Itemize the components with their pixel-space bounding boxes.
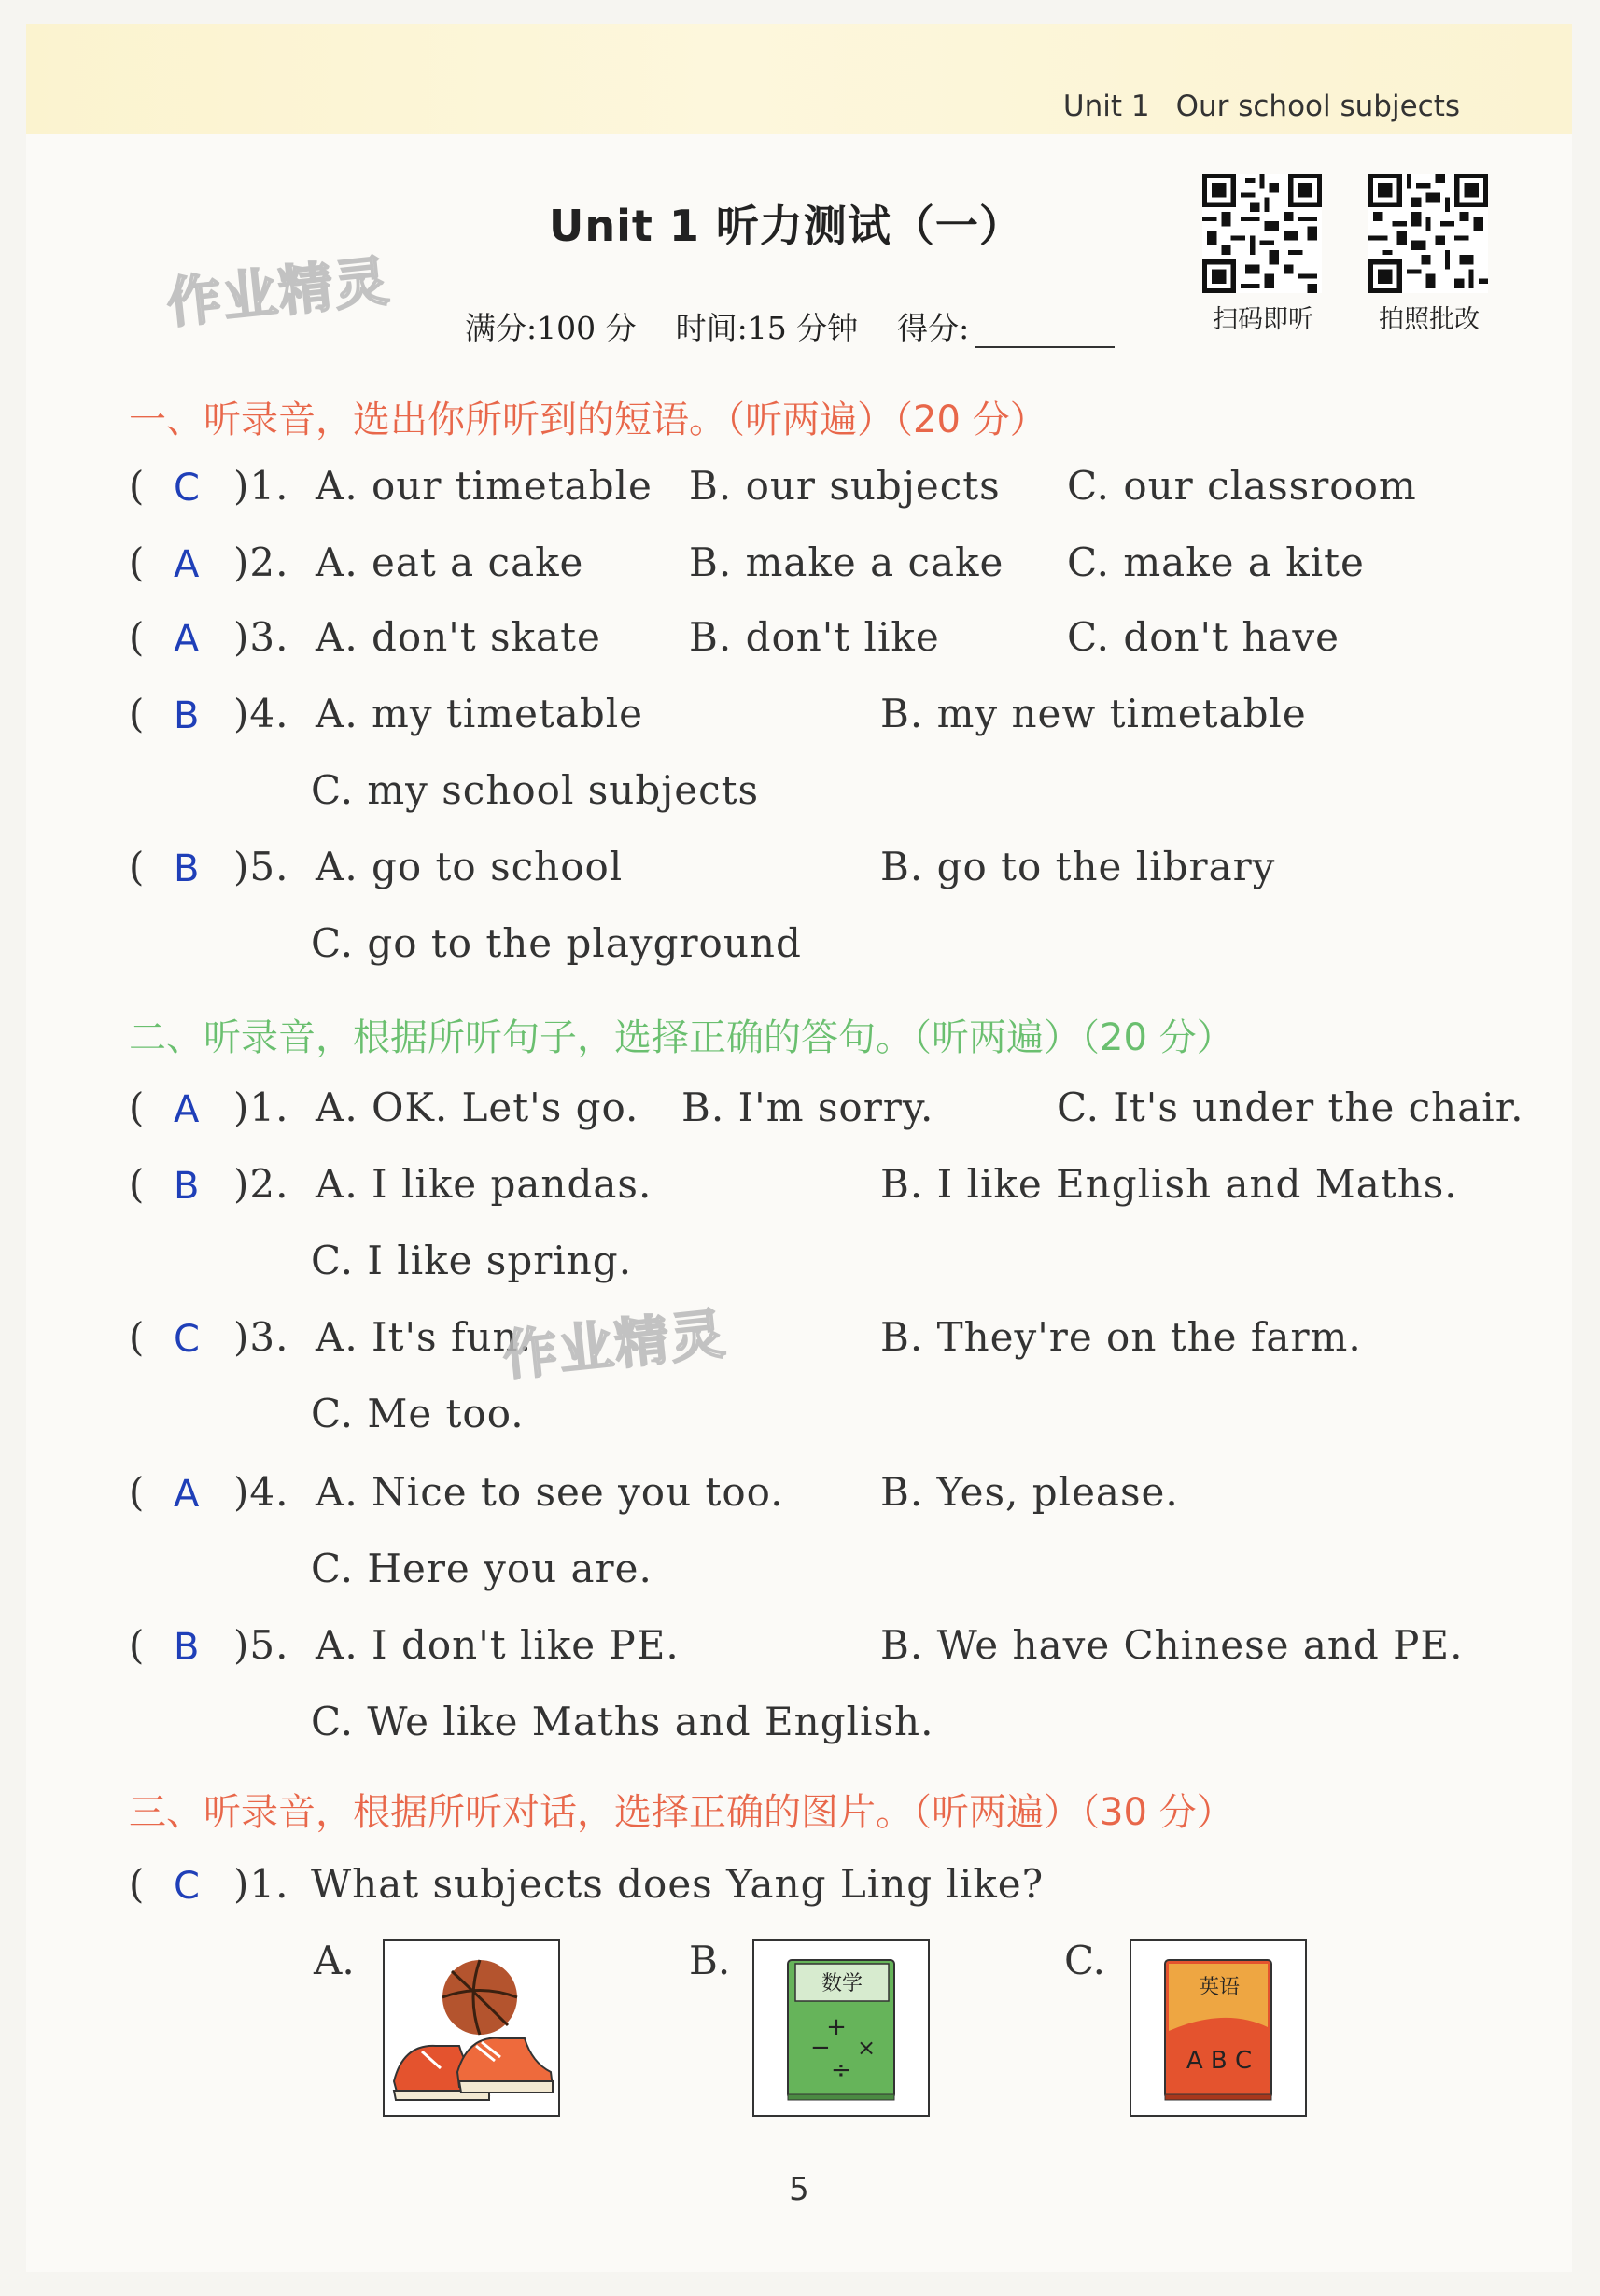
option-c: C. don't have <box>1067 614 1340 660</box>
option-c: C. go to the playground <box>311 920 802 966</box>
answer-mark: A <box>174 543 200 586</box>
q-number: )2. <box>233 539 289 585</box>
answer-paren[interactable]: ( B <box>129 691 200 737</box>
q-number: )3. <box>233 614 289 660</box>
option-a: A. my timetable <box>316 691 644 736</box>
qr-code-icon <box>1368 174 1488 293</box>
unit-label: Unit 1 <box>1062 90 1150 123</box>
q-number: )4. <box>233 691 289 736</box>
option-c: C. my school subjects <box>311 767 760 813</box>
header-band <box>26 24 1572 134</box>
option-a: A. don't skate <box>316 614 601 660</box>
score-blank[interactable] <box>975 322 1115 348</box>
answer-mark: C <box>174 467 200 510</box>
option-a: A. eat a cake <box>316 539 584 585</box>
q-number: )1. <box>233 1085 289 1130</box>
option-a: A. I don't like PE. <box>316 1622 680 1668</box>
q-number: )1. <box>233 463 289 509</box>
answer-paren[interactable]: ( B <box>129 844 200 890</box>
watermark: 作业精灵 <box>499 1301 730 1389</box>
answer-mark: A <box>174 618 200 661</box>
option-b: B. I'm sorry. <box>681 1085 934 1130</box>
answer-mark: C <box>174 1318 200 1361</box>
qr-listen[interactable] <box>1202 174 1324 335</box>
option-c: C. I like spring. <box>311 1238 633 1283</box>
qr-grade-label: 拍照批改 <box>1379 305 1480 334</box>
running-head <box>1063 90 1460 123</box>
test-title: Unit 1 听力测试（一） <box>549 201 1023 251</box>
answer-paren[interactable]: ( B <box>129 1161 200 1208</box>
score-label: 得分: <box>897 310 970 346</box>
option-c: C. make a kite <box>1067 539 1365 585</box>
section-1-title: 一、听录音，选出你所听到的短语。（听两遍）（20 分） <box>129 399 1047 441</box>
qr-grade[interactable] <box>1368 174 1490 335</box>
q-number: )4. <box>233 1469 289 1515</box>
option-c: C. We like Maths and English. <box>311 1699 934 1744</box>
answer-mark: B <box>174 694 200 737</box>
book-title: 英语 <box>1198 1976 1241 1999</box>
answer-paren[interactable]: ( C <box>129 1314 200 1361</box>
option-c: C. Here you are. <box>311 1546 653 1591</box>
option-c: C. It's under the chair. <box>1057 1085 1524 1130</box>
answer-paren[interactable]: ( A <box>129 539 200 586</box>
q-number: )1. <box>233 1861 289 1907</box>
answer-mark: A <box>174 1088 200 1131</box>
answer-mark: C <box>174 1865 200 1908</box>
svg-text:+: + <box>826 2013 847 2041</box>
picture-b-label: B. <box>689 1938 731 1983</box>
answer-paren[interactable]: ( A <box>129 1469 200 1516</box>
answer-paren[interactable]: ( C <box>129 1861 200 1908</box>
answer-paren[interactable]: ( A <box>129 1085 200 1131</box>
svg-text:÷: ÷ <box>831 2056 851 2084</box>
option-c: C. Me too. <box>311 1391 525 1436</box>
answer-mark: B <box>174 1165 200 1208</box>
option-a: A. OK. Let's go. <box>316 1085 639 1130</box>
score-line <box>465 304 1115 348</box>
option-b: B. I like English and Maths. <box>880 1161 1458 1207</box>
answer-paren[interactable]: ( B <box>129 1622 200 1669</box>
q-number: )5. <box>233 844 289 889</box>
option-b: B. don't like <box>689 614 940 660</box>
option-b: B. go to the library <box>880 844 1276 889</box>
qr-listen-label: 扫码即听 <box>1213 305 1313 334</box>
option-b: B. We have Chinese and PE. <box>880 1622 1464 1668</box>
maths-book-icon <box>754 1941 928 2115</box>
q-number: )5. <box>233 1622 289 1668</box>
watermark: 作业精灵 <box>163 248 394 336</box>
option-b: B. make a cake <box>689 539 1004 585</box>
picture-c-label: C. <box>1064 1938 1105 1983</box>
option-a: A. I like pandas. <box>316 1161 653 1207</box>
qr-code-icon <box>1202 174 1322 293</box>
answer-mark: A <box>174 1473 200 1516</box>
book-title: 数学 <box>821 1972 863 1995</box>
time-limit: 时间:15 分钟 <box>675 310 859 346</box>
option-a: A. It's fun. <box>316 1314 532 1360</box>
option-b: B. Yes, please. <box>880 1469 1179 1515</box>
option-a: A. Nice to see you too. <box>316 1469 784 1515</box>
picture-b[interactable] <box>752 1939 930 2117</box>
answer-paren[interactable]: ( A <box>129 614 200 661</box>
option-b: B. They're on the farm. <box>880 1314 1362 1360</box>
book-subtitle: A B C <box>1186 2047 1253 2075</box>
svg-text:−: − <box>810 2034 831 2062</box>
q-number: )2. <box>233 1161 289 1207</box>
answer-mark: B <box>174 1626 200 1669</box>
picture-a-label: A. <box>314 1938 355 1983</box>
svg-text:×: × <box>857 2035 877 2061</box>
basketball-sneakers-icon <box>385 1941 558 2115</box>
option-c: C. our classroom <box>1067 463 1417 509</box>
section-3-title: 三、听录音，根据所听对话，选择正确的图片。（听两遍）（30 分） <box>129 1791 1234 1834</box>
option-a: A. our timetable <box>316 463 653 509</box>
section-2-title: 二、听录音，根据所听句子，选择正确的答句。（听两遍）（20 分） <box>129 1016 1234 1059</box>
q-number: )3. <box>233 1314 289 1360</box>
option-b: B. my new timetable <box>880 691 1307 736</box>
page <box>26 24 1572 2272</box>
full-marks: 满分:100 分 <box>465 310 637 346</box>
unit-title: Our school subjects <box>1175 90 1460 123</box>
option-b: B. our subjects <box>689 463 1001 509</box>
option-a: A. go to school <box>316 844 624 889</box>
page-number: 5 <box>789 2171 809 2208</box>
picture-c[interactable] <box>1130 1939 1307 2117</box>
answer-mark: B <box>174 847 200 890</box>
english-book-icon <box>1131 1941 1305 2115</box>
question-text: What subjects does Yang Ling like? <box>311 1861 1045 1907</box>
picture-a[interactable] <box>383 1939 560 2117</box>
answer-paren[interactable]: ( C <box>129 463 200 510</box>
